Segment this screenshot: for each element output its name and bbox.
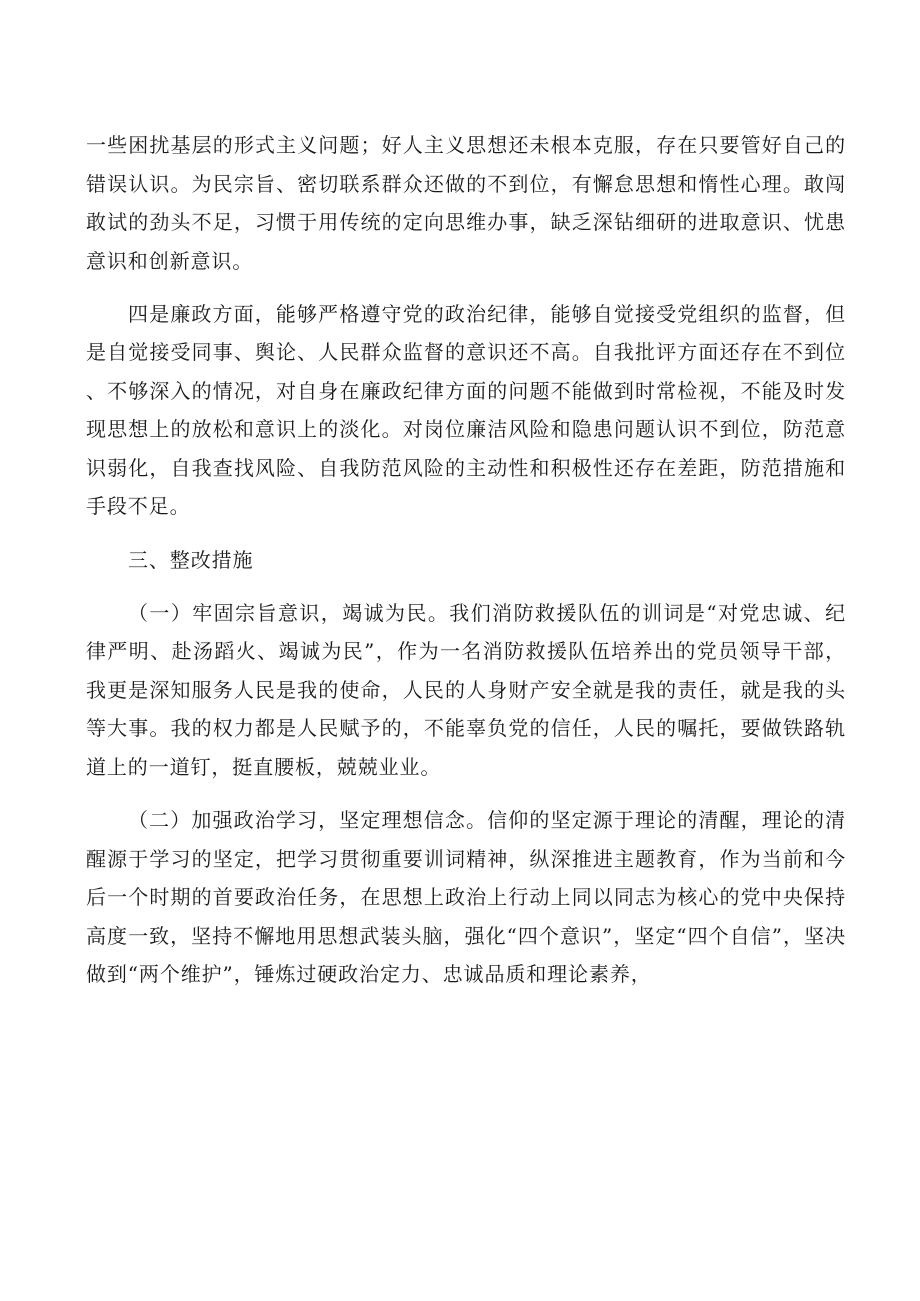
document-page [86,126,846,1008]
paragraph-purpose-awareness: （一）牢固宗旨意识，竭诚为民。我们消防救援队伍的训词是“对党忠诚、纪律严明、赴汤蹈火、竭诚为民”，作为一名消防救援队伍培养出的党员领导干部，我更是深知服务人民是我的使命，人民的人身财产安全就是我的责任，就是我的头等大事。我的权力都是人民赋予的，不能辜负党的信任，人民的嘱托，要做铁路轨道上的一道钉，挺直腰板，兢兢业业。 [86,600,846,779]
paragraph-political-study: （二）加强政治学习，坚定理想信念。信仰的坚定源于理论的清醒，理论的清醒源于学习的坚定，把学习贯彻重要训词精神，纵深推进主题教育，作为当前和今后一个时期的首要政治任务，在思想上政治上行动上同以同志为核心的党中央保持高度一致，坚持不懈地用思想武装头脑，强化“四个意识”，坚定“四个自信”，坚决做到“两个维护”，锤炼过硬政治定力、忠诚品质和理论素养， [86,808,846,987]
section-heading-rectification: 三、整改措施 [128,547,254,572]
paragraph-formalism-issues: 一些困扰基层的形式主义问题；好人主义思想还未根本克服，存在只要管好自己的错误认识。为民宗旨、密切联系群众还做的不到位，有懈怠思想和惰性心理。敢闯敢试的劲头不足，习惯于用传统的定向思维办事，缺乏深钻细研的进取意识、忧患意识和创新意识。 [86,133,846,273]
paragraph-integrity: 四是廉政方面，能够严格遵守党的政治纪律，能够自觉接受党组织的监督，但是自觉接受同事、舆论、人民群众监督的意识还不高。自我批评方面还存在不到位、不够深入的情况，对自身在廉政纪律方面的问题不能做到时常检视，不能及时发现思想上的放松和意识上的淡化。对岗位廉洁风险和隐患问题认识不到位，防范意识弱化，自我查找风险、自我防范风险的主动性和积极性还存在差距，防范措施和手段不足。 [86,301,846,519]
